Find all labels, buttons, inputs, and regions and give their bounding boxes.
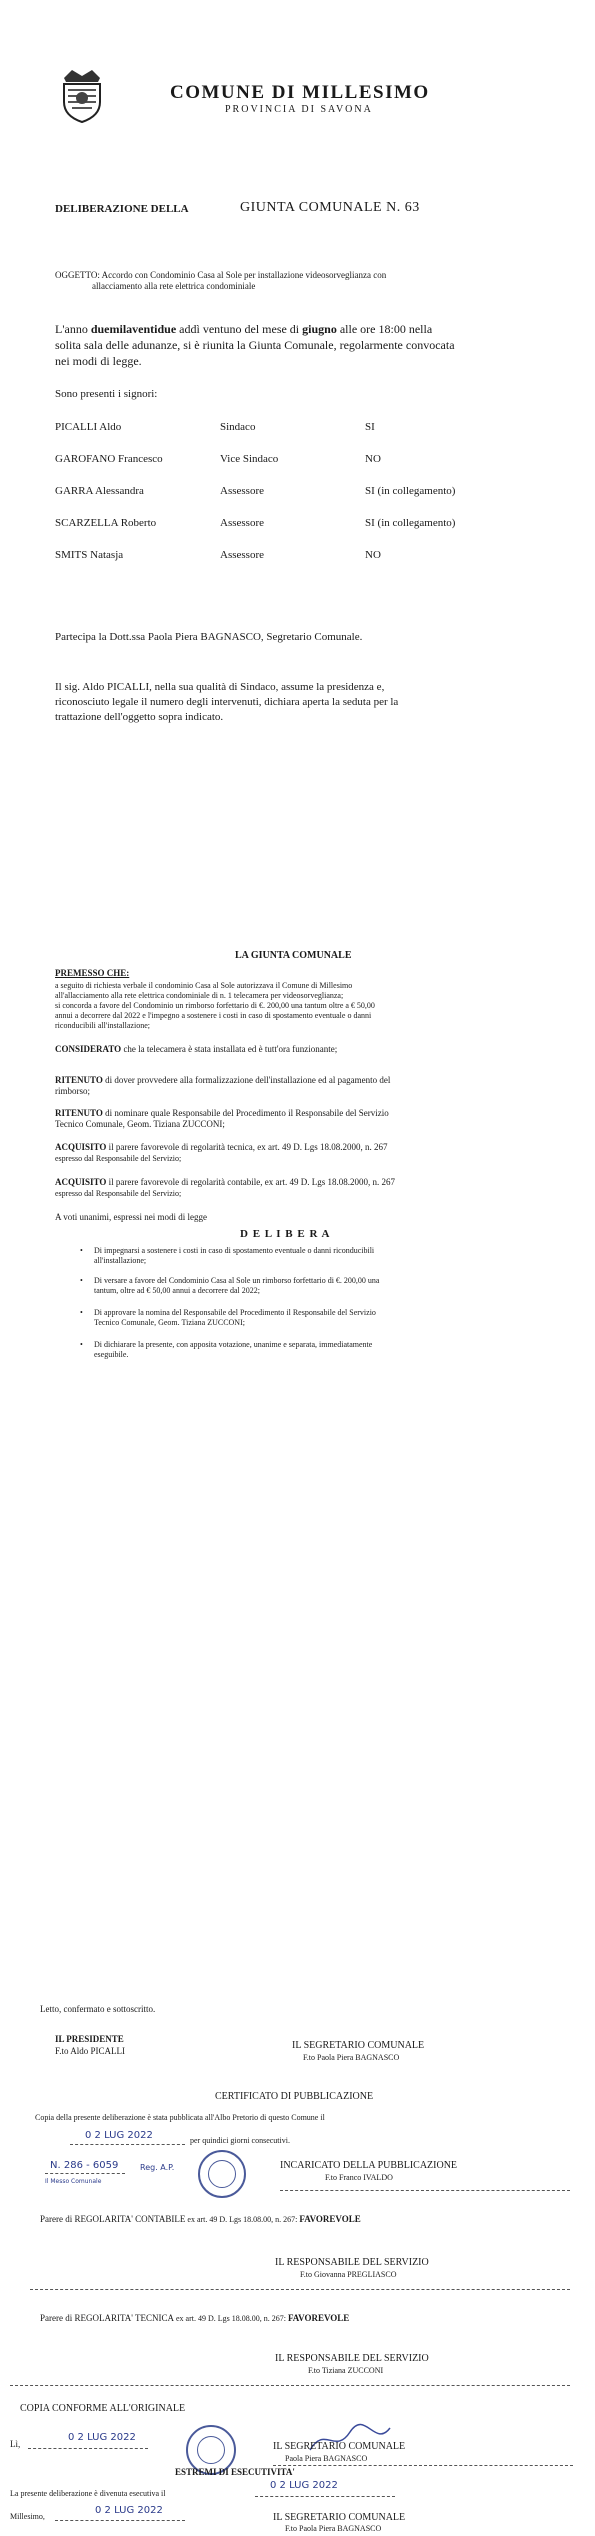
incaricato-title: INCARICATO DELLA PUBBLICAZIONE — [280, 2160, 458, 2171]
estremi-title: ESTREMI DI ESECUTIVITA' — [175, 2467, 295, 2477]
member-present: NO — [365, 549, 381, 561]
responsabile1-line — [30, 2289, 570, 2290]
copia-conforme: COPIA CONFORME ALL'ORIGINALE — [20, 2403, 186, 2414]
parere-tecnica: Parere di REGOLARITA' TECNICA ex art. 49 D. Lgs 18.08.00, n. 267: FAVOREVOLE — [40, 2313, 350, 2323]
segretario-name: F.to Paola Piera BAGNASCO — [303, 2053, 400, 2062]
member-name: SMITS Natasja — [55, 549, 124, 561]
acquisito1-line1: ACQUISITO il parere favorevole di regolarità tecnica, ex art. 49 D. Lgs 18.08.2000, n. 267 — [55, 1142, 388, 1152]
responsabile1-title: IL RESPONSABILE DEL SERVIZIO — [275, 2257, 429, 2268]
premesso-line1: a seguito di richiesta verbale il condominio Casa al Sole autorizzava il Comune di Millesimo — [55, 981, 353, 990]
messo-label: Il Messo Comunale — [45, 2178, 102, 2185]
deliberazione-label: DELIBERAZIONE DELLA — [55, 203, 189, 215]
deliberazione-title: GIUNTA COMUNALE N. 63 — [240, 200, 420, 215]
premesso-line4: annui a decorrere dal 2022 e l'impegno a sostenere i costi in caso di spostamento eventuale o danni — [55, 1011, 372, 1020]
delibera-heading: D E L I B E R A — [240, 1228, 331, 1240]
member-role: Sindaco — [220, 421, 256, 433]
segretario3-name: F.to Paola Piera BAGNASCO — [285, 2524, 382, 2533]
reg-line — [45, 2173, 125, 2174]
member-present: NO — [365, 453, 381, 465]
presidente-title: IL PRESIDENTE — [55, 2034, 124, 2044]
presidenza-line1: Il sig. Aldo PICALLI, nella sua qualità di Sindaco, assume la presidenza e, — [55, 681, 385, 693]
giunta-heading: LA GIUNTA COMUNALE — [235, 950, 352, 961]
ritenuto1-line1: RITENUTO di dover provvedere alla formalizzazione dell'installazione ed al pagamento del — [55, 1075, 391, 1085]
presidente-name: F.to Aldo PICALLI — [55, 2046, 126, 2056]
member-name: SCARZELLA Roberto — [55, 517, 157, 529]
intro-line3: nei modi di legge. — [55, 354, 142, 368]
list-item: • Di dichiarare la presente, con apposita votazione, unanime e separata, immediatamente eseguibile. — [80, 1340, 540, 1360]
ritenuto2-line2: Tecnico Comunale, Geom. Tiziana ZUCCONI; — [55, 1119, 225, 1129]
li-label: Lì, — [10, 2439, 21, 2449]
member-role: Assessore — [220, 549, 264, 561]
provincia-name: PROVINCIA DI SAVONA — [225, 104, 373, 115]
segretario2-name: Paola Piera BAGNASCO — [285, 2454, 368, 2463]
parere-contabile: Parere di REGOLARITA' CONTABILE ex art. 49 D. Lgs 18.08.00, n. 267: FAVOREVOLE — [40, 2214, 361, 2224]
official-seal-stamp — [198, 2150, 246, 2198]
intro-line2: solita sala delle adunanze, si è riunita la Giunta Comunale, regolarmente convocata — [55, 338, 455, 352]
segretario-title: IL SEGRETARIO COMUNALE — [292, 2040, 425, 2051]
intro-line1: L'anno duemilaventidue addì ventuno del mese di giugno alle ore 18:00 nella — [55, 322, 433, 336]
presidenza-line2: riconosciuto legale il numero degli intervenuti, dichiara aperta la seduta per la — [55, 696, 399, 708]
member-name: GARRA Alessandra — [55, 485, 144, 497]
responsabile2-name: F.to Tiziana ZUCCONI — [308, 2366, 384, 2375]
member-present: SI — [365, 421, 375, 433]
member-present: SI (in collegamento) — [365, 485, 456, 497]
ritenuto1-line2: rimborso; — [55, 1086, 90, 1096]
presidenza-line3: trattazione dell'oggetto sopra indicato. — [55, 711, 224, 723]
certificato-date-stamp: 0 2 LUG 2022 — [85, 2130, 153, 2141]
acquisito2-line1: ACQUISITO il parere favorevole di regolarità contabile, ex art. 49 D. Lgs 18.08.2000, n. 267 — [55, 1177, 396, 1187]
oggetto-line2: allacciamento alla rete elettrica condominiale — [92, 281, 256, 291]
copia-date-stamp: 0 2 LUG 2022 — [68, 2432, 136, 2443]
considerato-line: CONSIDERATO che la telecamera è stata installata ed è tutt'ora funzionante; — [55, 1044, 338, 1054]
premesso-line2: all'allacciamento alla rete elettrica condominiale di n. 1 telecamera per videosorveglianza; — [55, 991, 344, 1000]
certificato-line2: per quindici giorni consecutivi. — [190, 2136, 290, 2145]
esecutiva-date-stamp: 0 2 LUG 2022 — [270, 2480, 338, 2491]
list-item: • Di approvare la nomina del Responsabile del Procedimento il Responsabile del Servizio Tecnico Comunale, Geom. Tiziana ZUCCONI; — [80, 1308, 540, 1328]
responsabile2-title: IL RESPONSABILE DEL SERVIZIO — [275, 2353, 429, 2364]
member-role: Vice Sindaco — [220, 453, 279, 465]
acquisito1-line2: espresso dal Responsabile del Servizio; — [55, 1154, 182, 1163]
member-name: PICALLI Aldo — [55, 421, 122, 433]
millesimo-date-line — [55, 2520, 185, 2521]
segretario2-line — [273, 2465, 573, 2466]
certificato-line1: Copia della presente deliberazione è stata pubblicata all'Albo Pretorio di questo Comune il — [35, 2113, 325, 2122]
premesso-line3: si concorda a favore del Condominio un rimborso forfettario di €. 200,00 una tantum oltre a € 50,00 — [55, 1001, 375, 1010]
list-item: • Di versare a favore del Condominio Casa al Sole un rimborso forfettario di €. 200,00 una tantum, oltre ad € 50,00 annui a decorrere dal 2022; — [80, 1276, 540, 1296]
segretario2-title: IL SEGRETARIO COMUNALE — [273, 2441, 406, 2452]
ritenuto2-line1: RITENUTO di nominare quale Responsabile del Procedimento il Responsabile del Servizio — [55, 1108, 389, 1118]
member-present: SI (in collegamento) — [365, 517, 456, 529]
millesimo-date-stamp: 0 2 LUG 2022 — [95, 2505, 163, 2516]
esecutiva-text: La presente deliberazione è divenuta esecutiva il — [10, 2489, 166, 2498]
responsabile2-line — [10, 2385, 570, 2386]
premesso-label: PREMESSO CHE: — [55, 968, 130, 978]
presenti-label: Sono presenti i signori: — [55, 388, 158, 400]
member-role: Assessore — [220, 517, 264, 529]
list-item: • Di impegnarsi a sostenere i costi in caso di spostamento eventuale o danni riconducibili all'installazione; — [80, 1246, 540, 1266]
member-role: Assessore — [220, 485, 264, 497]
comune-name: COMUNE DI MILLESIMO — [170, 82, 430, 103]
segretario3-title: IL SEGRETARIO COMUNALE — [273, 2512, 406, 2523]
oggetto-line1: OGGETTO: Accordo con Condominio Casa al Sole per installazione videosorveglianza con — [55, 270, 387, 280]
delibera-list — [80, 1246, 540, 1372]
reg-label: Reg. A.P. — [140, 2163, 175, 2172]
acquisito2-line2: espresso dal Responsabile del Servizio; — [55, 1189, 182, 1198]
incaricato-name: F.to Franco IVALDO — [325, 2173, 393, 2182]
copia-date-line — [28, 2448, 148, 2449]
partecipa-text: Partecipa la Dott.ssa Paola Piera BAGNASCO, Segretario Comunale. — [55, 631, 363, 643]
certificato-title: CERTIFICATO DI PUBBLICAZIONE — [215, 2091, 374, 2102]
letto-text: Letto, confermato e sottoscritto. — [40, 2004, 156, 2014]
certificato-date-line — [70, 2144, 185, 2145]
incaricato-line — [280, 2190, 570, 2191]
responsabile1-name: F.to Giovanna PREGLIASCO — [300, 2270, 397, 2279]
municipal-crest — [58, 68, 106, 124]
millesimo-label: Millesimo, — [10, 2512, 45, 2521]
esecutiva-date-line — [255, 2496, 395, 2497]
member-name: GAROFANO Francesco — [55, 453, 163, 465]
voti-text: A voti unanimi, espressi nei modi di legge — [55, 1212, 207, 1222]
premesso-line5: riconducibili all'installazione; — [55, 1021, 150, 1030]
reg-number: N. 286 - 6059 — [50, 2160, 119, 2171]
